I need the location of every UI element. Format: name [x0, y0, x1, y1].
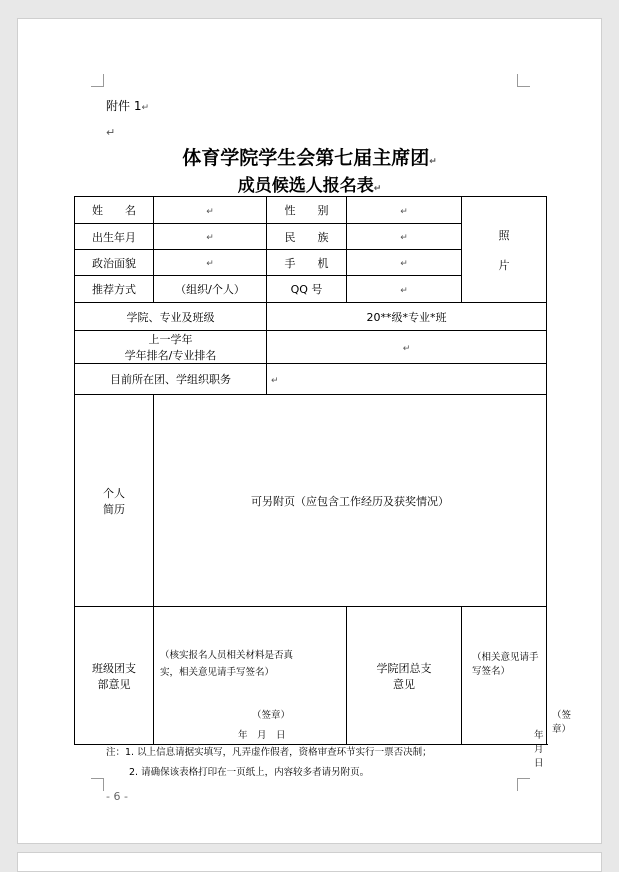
gender-field[interactable]: ↵ [347, 197, 462, 224]
page-number: - 6 - [106, 790, 128, 803]
title-line-1: 体育学院学生会第七届主席团↵ [182, 147, 437, 169]
college-branch-sign-label: （签章） [552, 710, 572, 735]
name-label: 姓 名 [75, 197, 154, 224]
next-page [17, 852, 602, 872]
position-label: 目前所在团、学组织职务 [75, 364, 267, 395]
branch-label-line-1: 班级团支 [92, 661, 136, 675]
college-label: 学院、专业及班级 [75, 303, 267, 331]
birth-field[interactable]: ↵ [154, 224, 267, 250]
branch-opinion-label [75, 607, 154, 745]
qq-label: QQ 号 [267, 276, 347, 303]
ethnicity-label: 民 族 [267, 224, 347, 250]
paragraph-mark: ↵ [106, 126, 116, 139]
branch-date-label: 年 月 日 [238, 730, 286, 741]
college-branch-opinion-label [347, 607, 462, 745]
recommend-label: 推荐方式 [75, 276, 154, 303]
gender-label: 性 别 [267, 197, 347, 224]
rank-field[interactable]: ↵ [267, 331, 547, 364]
note-line-1: 注：1. 以上信息请据实填写，凡弄虚作假者，资格审查环节实行一票否决制； [106, 747, 432, 758]
political-field[interactable]: ↵ [154, 250, 267, 276]
branch-label-line-2: 部意见 [97, 677, 131, 691]
recommend-field[interactable]: （组织/个人） [154, 276, 267, 303]
rank-label-line-1: 上一学年 [148, 333, 193, 346]
resume-label [75, 395, 154, 607]
title-line-2: 成员候选人报名表↵ [237, 176, 382, 196]
phone-label: 手 机 [267, 250, 347, 276]
photo-label-2: 片 [498, 258, 510, 272]
attachment-label: 附件 1↵ [106, 99, 149, 113]
college-field[interactable]: 20**级*专业*班 [267, 303, 547, 331]
crop-mark-bottom-right [517, 778, 530, 791]
college-branch-date-label: 年 月 日 [534, 730, 554, 769]
crop-mark-top-right [517, 74, 530, 87]
photo-label-1: 照 [498, 228, 510, 242]
position-field[interactable]: ↵ [267, 364, 547, 395]
phone-field[interactable]: ↵ [347, 250, 462, 276]
college-branch-note: （相关意见请手写签名） [472, 652, 539, 677]
photo-box [462, 197, 547, 303]
name-field[interactable]: ↵ [154, 197, 267, 224]
rank-label-line-2: 学年排名/专业排名 [124, 349, 217, 362]
branch-opinion-field[interactable] [154, 607, 347, 745]
qq-field[interactable]: ↵ [347, 276, 462, 303]
college-branch-label-line-1: 学院团总支 [376, 661, 432, 675]
resume-label-line-1: 个人 [103, 486, 125, 500]
resume-label-line-2: 简历 [103, 502, 125, 516]
birth-label: 出生年月 [75, 224, 154, 250]
college-branch-opinion-field[interactable] [462, 607, 572, 769]
crop-mark-top-left [91, 74, 104, 87]
college-branch-label-line-2: 意见 [393, 677, 415, 691]
branch-sign-label: （签章） [252, 710, 291, 721]
ethnicity-field[interactable]: ↵ [347, 224, 462, 250]
political-label: 政治面貌 [75, 250, 154, 276]
crop-mark-bottom-left [91, 778, 104, 791]
rank-label [75, 331, 267, 364]
note-line-2: 2. 请确保该表格打印在一页纸上，内容较多者请另附页。 [129, 767, 370, 778]
resume-field[interactable]: 可另附页（应包含工作经历及获奖情况） [154, 395, 547, 607]
branch-note: （核实报名人员相关材料是否真实，相关意见请手写签名） [160, 650, 294, 678]
